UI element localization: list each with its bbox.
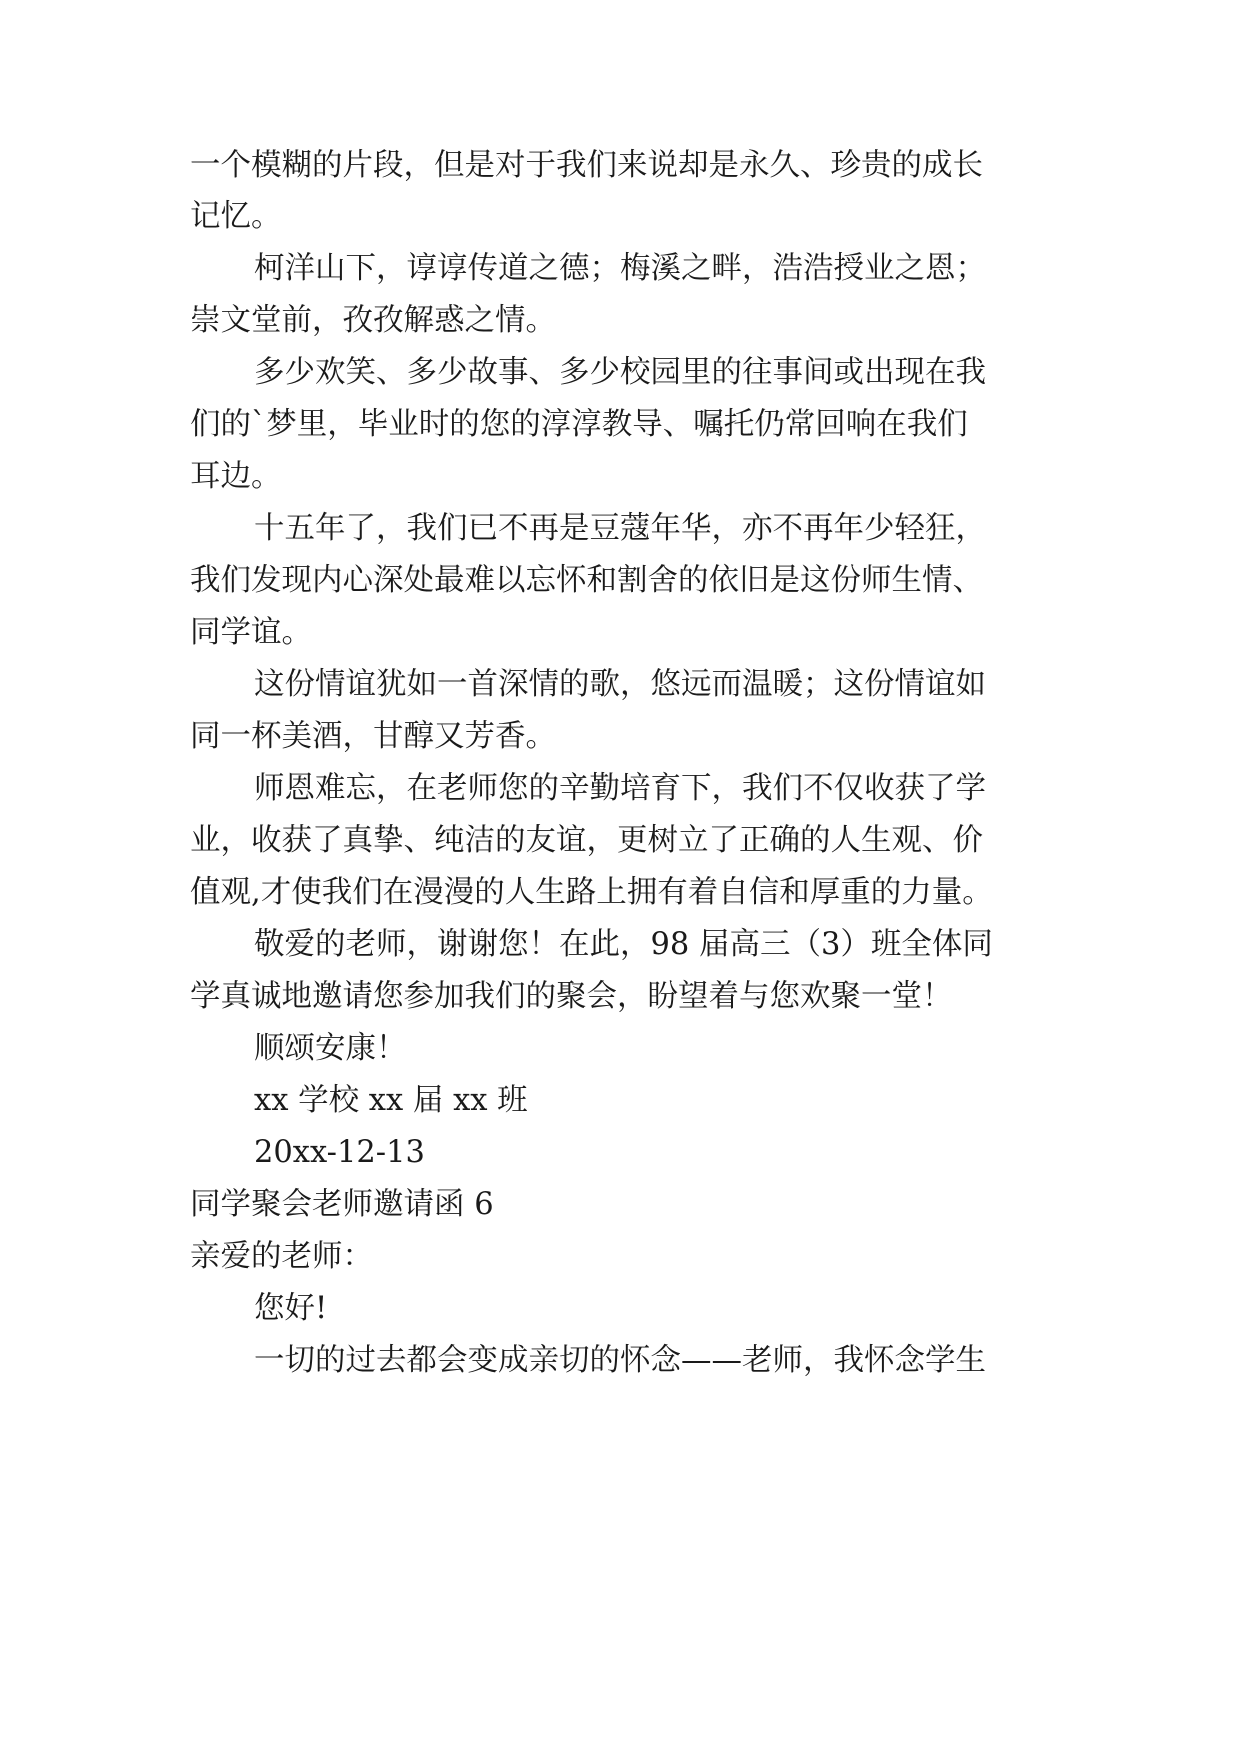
paragraph-line: 师恩难忘，在老师您的辛勤培育下，我们不仅收获了学 <box>254 771 986 806</box>
greeting: 亲爱的老师： <box>190 1239 373 1274</box>
paragraph-line: 业，收获了真挚、纯洁的友谊，更树立了正确的人生观、价 <box>190 823 983 858</box>
paragraph-line: 我们发现内心深处最难以忘怀和割舍的依旧是这份师生情、 <box>190 563 983 598</box>
signature-sender: xx 学校 xx 届 xx 班 <box>254 1083 528 1118</box>
paragraph-line: 一个模糊的片段，但是对于我们来说却是永久、珍贵的成长 <box>190 148 983 183</box>
paragraph-line: 多少欢笑、多少故事、多少校园里的往事间或出现在我 <box>254 355 986 390</box>
paragraph-line: 崇文堂前，孜孜解惑之情。 <box>190 303 556 338</box>
paragraph-line: 记忆。 <box>190 199 282 234</box>
greeting-hello: 您好! <box>254 1291 328 1326</box>
paragraph-line: 柯洋山下，谆谆传道之德；梅溪之畔，浩浩授业之恩； <box>254 251 986 286</box>
paragraph-line: 耳边。 <box>190 459 282 494</box>
paragraph-line: 敬爱的老师，谢谢您！在此，98 届高三（3）班全体同 <box>254 927 993 962</box>
paragraph-line: 十五年了，我们已不再是豆蔻年华，亦不再年少轻狂， <box>254 511 986 546</box>
section-heading: 同学聚会老师邀请函 6 <box>190 1187 494 1222</box>
paragraph-line: 同一杯美酒，甘醇又芳香。 <box>190 719 556 754</box>
paragraph-line: 这份情谊犹如一首深情的歌，悠远而温暖；这份情谊如 <box>254 667 986 702</box>
paragraph-line: 同学谊。 <box>190 615 312 650</box>
signature-date: 20xx-12-13 <box>254 1135 425 1170</box>
paragraph-line: 值观,才使我们在漫漫的人生路上拥有着自信和厚重的力量。 <box>190 875 993 910</box>
closing-salutation: 顺颂安康！ <box>254 1031 407 1066</box>
paragraph-line: 一切的过去都会变成亲切的怀念——老师，我怀念学生 <box>254 1343 986 1378</box>
paragraph-line: 学真诚地邀请您参加我们的聚会，盼望着与您欢聚一堂！ <box>190 979 953 1014</box>
paragraph-line: 们的`梦里，毕业时的您的淳淳教导、嘱托仍常回响在我们 <box>190 407 968 442</box>
